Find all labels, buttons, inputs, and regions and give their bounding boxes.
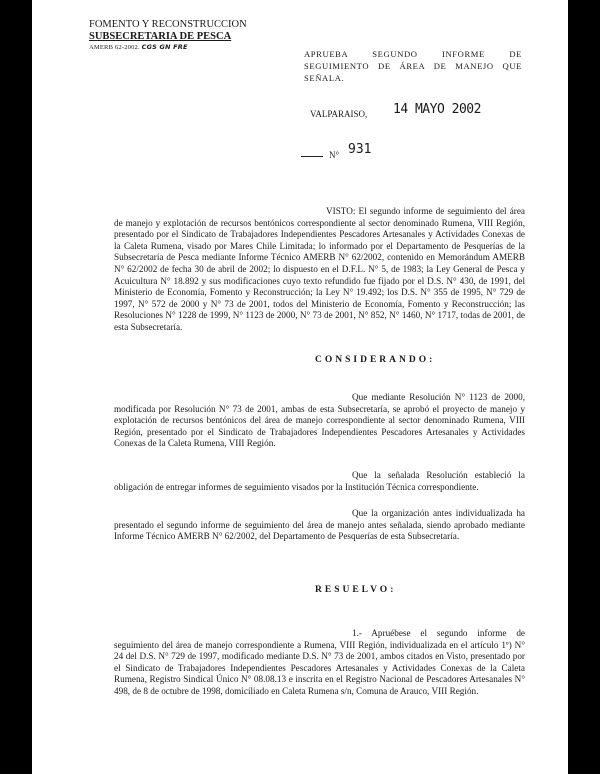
place: VALPARAISO,	[310, 109, 368, 119]
reference-code: AMERB 62-2002.	[89, 44, 140, 51]
considerando-paragraph-2: Que la señalada Resolución estableció la obligación de entregar informes de seguimiento visados por la Institución Técnica correspondiente.	[114, 470, 525, 492]
scan-border-right	[568, 0, 600, 774]
considerando-paragraph-1: Que mediante Resolución N° 1123 de 2000, modificada por Resolución N° 73 de 2001, ambas de esta Subsecretaría, se aprobó el proyecto de manejo y explotación de recursos bentónicos del área de manejo correspondiente al sector denominado Rumena, VIII Región, presentado por el Sindicato de Trabajadores Independientes Pescadores Artesanales y Actividades Conexas de la Caleta Rumena, VIII Región.	[114, 392, 525, 449]
ministry-name: FOMENTO Y RECONSTRUCCION	[89, 19, 247, 30]
number-label: N°	[329, 150, 340, 160]
considerando-paragraph-3: Que la organización antes individualizada ha presentado el segundo informe de seguimiento del área de manejo antes señalada, siendo aprobado mediante Informe Técnico AMERB N° 62/2002, del Departamento de Pesquerías de esta Subsecretaría.	[114, 508, 525, 542]
considerando-heading: CONSIDERANDO:	[315, 355, 436, 365]
letterhead	[89, 19, 289, 52]
number-dash	[301, 156, 323, 157]
resuelvo-paragraph-1: 1.- Apruébese el segundo informe de seguimiento del área de manejo correspondiente a Rumena, VIII Región, individualizada en el artículo 1º) N° 24 del D.S. N° 729 de 1997, modificado mediante D.S. N° 73 de 2001, ambos citados en Visto, presentado por el Sindicato de Trabajadores Independientes Pescadores Artesanales y Actividades Conexas de la Caleta Rumena, Registro Sindical Único N° 08.08.13 e inscrita en el Registro Nacional de Pescadores Artesanales N° 498, de 8 de octubre de 1998, domiciliado en Caleta Rumena s/n, Comuna de Arauco, VIII Región.	[114, 628, 525, 696]
resuelvo-heading: RESUELVO:	[315, 585, 397, 595]
date-stamp: 14 MAYO 2002	[393, 102, 481, 117]
scan-border-left	[0, 0, 32, 774]
resolution-number: 931	[348, 142, 372, 157]
handwritten-initials: CGS GN FRE	[141, 43, 188, 51]
subject-heading: APRUEBA SEGUNDO INFORME DE SEGUIMIENTO DE ÁREA DE MANEJO QUE SEÑALA.	[304, 49, 522, 83]
subsecretaria-name: SUBSECRETARIA DE PESCA	[89, 31, 232, 42]
visto-paragraph: VISTO: El segundo informe de seguimiento del área de manejo y explotación de recursos bentónicos correspondiente al sector denominado Rumena, VIII Región, presentado por el Sindicato de Trabajadores Independientes Pescadores Artesanales y Actividades Conexas de la Caleta Rumena, visado por Mares Chile Limitada; lo informado por el Departamento de Pesquerías de la Subsecretaría de Pesca mediante Informe Técnico AMERB N° 62/2002, contenido en Memorándum AMERB N° 62/2002 de fecha 30 de abril de 2002; lo dispuesto en el D.F.L. N° 5, de 1983; la Ley General de Pesca y Acuicultura N° 18.892 y sus modificaciones cuyo texto refundido fue fijado por el D.S. N° 430, de 1991, del Ministerio de Economía, Fomento y Reconstrucción; la Ley N° 19.492; los D.S. N° 355 de 1995, N° 729 de 1997, N° 572 de 2000 y N° 73 de 2001, todos del Ministerio de Economía, Fomento y Reconstrucción; las Resoluciones N° 1228 de 1999, N° 1123 de 2000, N° 73 de 2001, N° 852, N° 1460, N° 1717, todas de 2001, de esta Subsecretaría.	[114, 206, 525, 332]
